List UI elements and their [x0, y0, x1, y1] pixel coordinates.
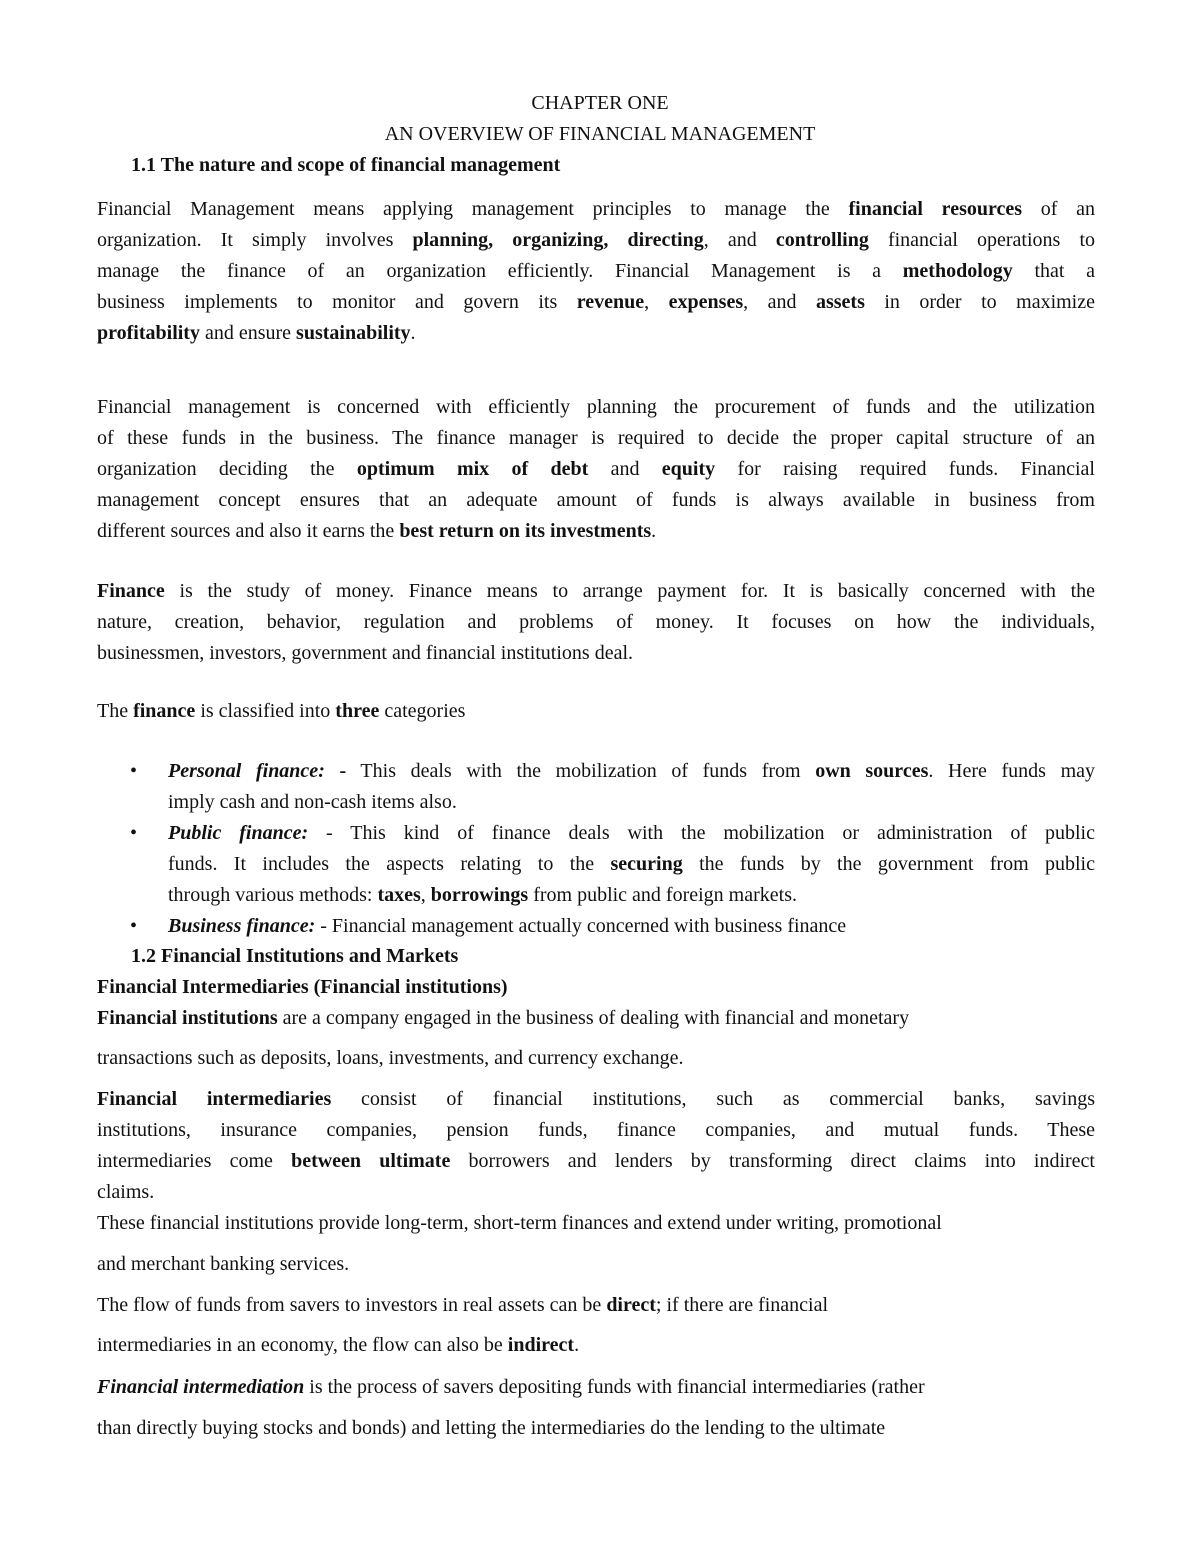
- bold-italic-term: Business finance:: [168, 915, 316, 937]
- bullet-list: [130, 756, 1095, 942]
- bold-italic-term: Financial intermediation: [97, 1376, 305, 1398]
- text-line: imply cash and non-cash items also.: [168, 791, 457, 813]
- bold-term: profitability: [97, 322, 200, 344]
- list-item: [130, 756, 1095, 818]
- paragraph: [97, 1330, 1095, 1361]
- bold-term: indirect: [507, 1334, 575, 1356]
- paragraph: [97, 1084, 1095, 1208]
- text-line: business implements to monitor and govern its revenue, expenses, and assets in order to maximize: [97, 291, 1095, 313]
- bold-term: own sources: [815, 760, 929, 782]
- bold-term: three: [335, 700, 380, 722]
- paragraph: [97, 576, 1095, 669]
- text-line: than directly buying stocks and bonds) and letting the intermediaries do the lending to the ultimate: [97, 1417, 886, 1439]
- text-line: businessmen, investors, government and financial institutions deal.: [97, 642, 634, 664]
- text-line: Personal finance: - This deals with the mobilization of funds from own sources. Here funds may: [168, 760, 1096, 782]
- bold-term: Finance: [97, 580, 165, 602]
- bold-term: optimum mix of debt: [356, 458, 589, 480]
- bold-term: Financial intermediaries: [97, 1088, 332, 1110]
- text-line: through various methods: taxes, borrowings from public and foreign markets.: [168, 884, 797, 906]
- section-heading-1-2: 1.2 Financial Institutions and Markets: [131, 945, 459, 967]
- bold-term: controlling: [775, 229, 869, 251]
- text-line: Public finance: - This kind of finance deals with the mobilization or administration of public: [168, 822, 1095, 844]
- bold-term: financial resources: [848, 198, 1023, 220]
- chapter-title: AN OVERVIEW OF FINANCIAL MANAGEMENT: [384, 123, 816, 145]
- bold-term: -: [324, 760, 347, 782]
- text-line: Financial management is concerned with efficiently planning the procurement of funds and the utilization: [97, 396, 1095, 418]
- paragraph: [97, 194, 1095, 349]
- text-line: The flow of funds from savers to investors in real assets can be direct; if there are financial: [97, 1294, 829, 1316]
- bullet-icon: •: [130, 915, 138, 937]
- bold-term: borrowings: [430, 884, 529, 906]
- text-line: different sources and also it earns the best return on its investments.: [97, 520, 657, 542]
- paragraph: [97, 1208, 1095, 1239]
- bold-term: between ultimate: [291, 1150, 451, 1172]
- bold-term: planning, organizing, directing: [412, 229, 704, 251]
- text-line: organization. It simply involves planning, organizing, directing, and controlling financial operations to: [97, 229, 1095, 251]
- text-line: The finance is classified into three categories: [97, 700, 466, 722]
- text-line: Business finance: - Financial management actually concerned with business finance: [168, 915, 847, 937]
- text-line: These financial institutions provide long-term, short-term finances and extend under writing, promotional: [97, 1212, 942, 1234]
- text-line: intermediaries come between ultimate borrowers and lenders by transforming direct claims into indirect: [97, 1150, 1095, 1172]
- bold-term: equity: [661, 458, 716, 480]
- bold-term: securing: [610, 853, 683, 875]
- bold-italic-term: Personal finance:: [168, 760, 325, 782]
- bold-term: finance: [133, 700, 196, 722]
- bold-term: assets: [815, 291, 865, 313]
- bold-term: direct: [606, 1294, 656, 1316]
- subheading: Financial Intermediaries (Financial institutions): [97, 976, 508, 998]
- paragraph: [97, 1413, 1095, 1444]
- text-line: Financial intermediation is the process of savers depositing funds with financial intermediaries (rather: [97, 1376, 925, 1398]
- text-line: Finance is the study of money. Finance means to arrange payment for. It is basically concerned with the: [97, 580, 1095, 602]
- paragraph: [97, 1249, 1095, 1280]
- text-line: funds. It includes the aspects relating to the securing the funds by the government from public: [168, 853, 1095, 875]
- text-line: claims.: [97, 1181, 155, 1203]
- text-line: of these funds in the business. The finance manager is required to decide the proper capital structure of an: [97, 427, 1095, 449]
- paragraph: [97, 392, 1095, 547]
- text-line: profitability and ensure sustainability.: [97, 322, 416, 344]
- text-line: Financial intermediaries consist of financial institutions, such as commercial banks, savings: [97, 1088, 1095, 1110]
- paragraph: [97, 1003, 1095, 1034]
- paragraph: [97, 696, 1095, 727]
- paragraph: [97, 1043, 1095, 1074]
- text-line: and merchant banking services.: [97, 1253, 350, 1275]
- list-item: [130, 818, 1095, 911]
- bold-term: taxes: [377, 884, 421, 906]
- text-line: Financial Management means applying management principles to manage the financial resources of an: [97, 198, 1095, 220]
- bullet-icon: •: [130, 760, 138, 782]
- text-line: institutions, insurance companies, pension funds, finance companies, and mutual funds. These: [97, 1119, 1095, 1141]
- text-line: Financial institutions are a company engaged in the business of dealing with financial and monetary: [97, 1007, 910, 1029]
- bold-term: expenses: [668, 291, 744, 313]
- text-line: manage the finance of an organization efficiently. Financial Management is a methodology that a: [97, 260, 1095, 282]
- bold-term: revenue: [576, 291, 645, 313]
- list-item: [130, 911, 1095, 942]
- paragraph: [97, 1290, 1095, 1321]
- bold-italic-term: Public finance:: [168, 822, 309, 844]
- paragraph: [97, 1372, 1095, 1403]
- bold-term: methodology: [902, 260, 1013, 282]
- bold-term: sustainability: [296, 322, 411, 344]
- bold-term: best return on its investments: [399, 520, 652, 542]
- bullet-icon: •: [130, 822, 138, 844]
- text-line: management concept ensures that an adequate amount of funds is always available in business from: [97, 489, 1095, 511]
- section-heading-1-1: 1.1 The nature and scope of financial management: [131, 154, 561, 176]
- text-line: intermediaries in an economy, the flow can also be indirect.: [97, 1334, 580, 1356]
- text-line: transactions such as deposits, loans, investments, and currency exchange.: [97, 1047, 684, 1069]
- bold-term: Financial institutions: [97, 1007, 278, 1029]
- chapter-label: CHAPTER ONE: [531, 92, 669, 114]
- text-line: nature, creation, behavior, regulation and problems of money. It focuses on how the individuals,: [97, 611, 1095, 633]
- text-line: organization deciding the optimum mix of debt and equity for raising required funds. Financial: [97, 458, 1095, 480]
